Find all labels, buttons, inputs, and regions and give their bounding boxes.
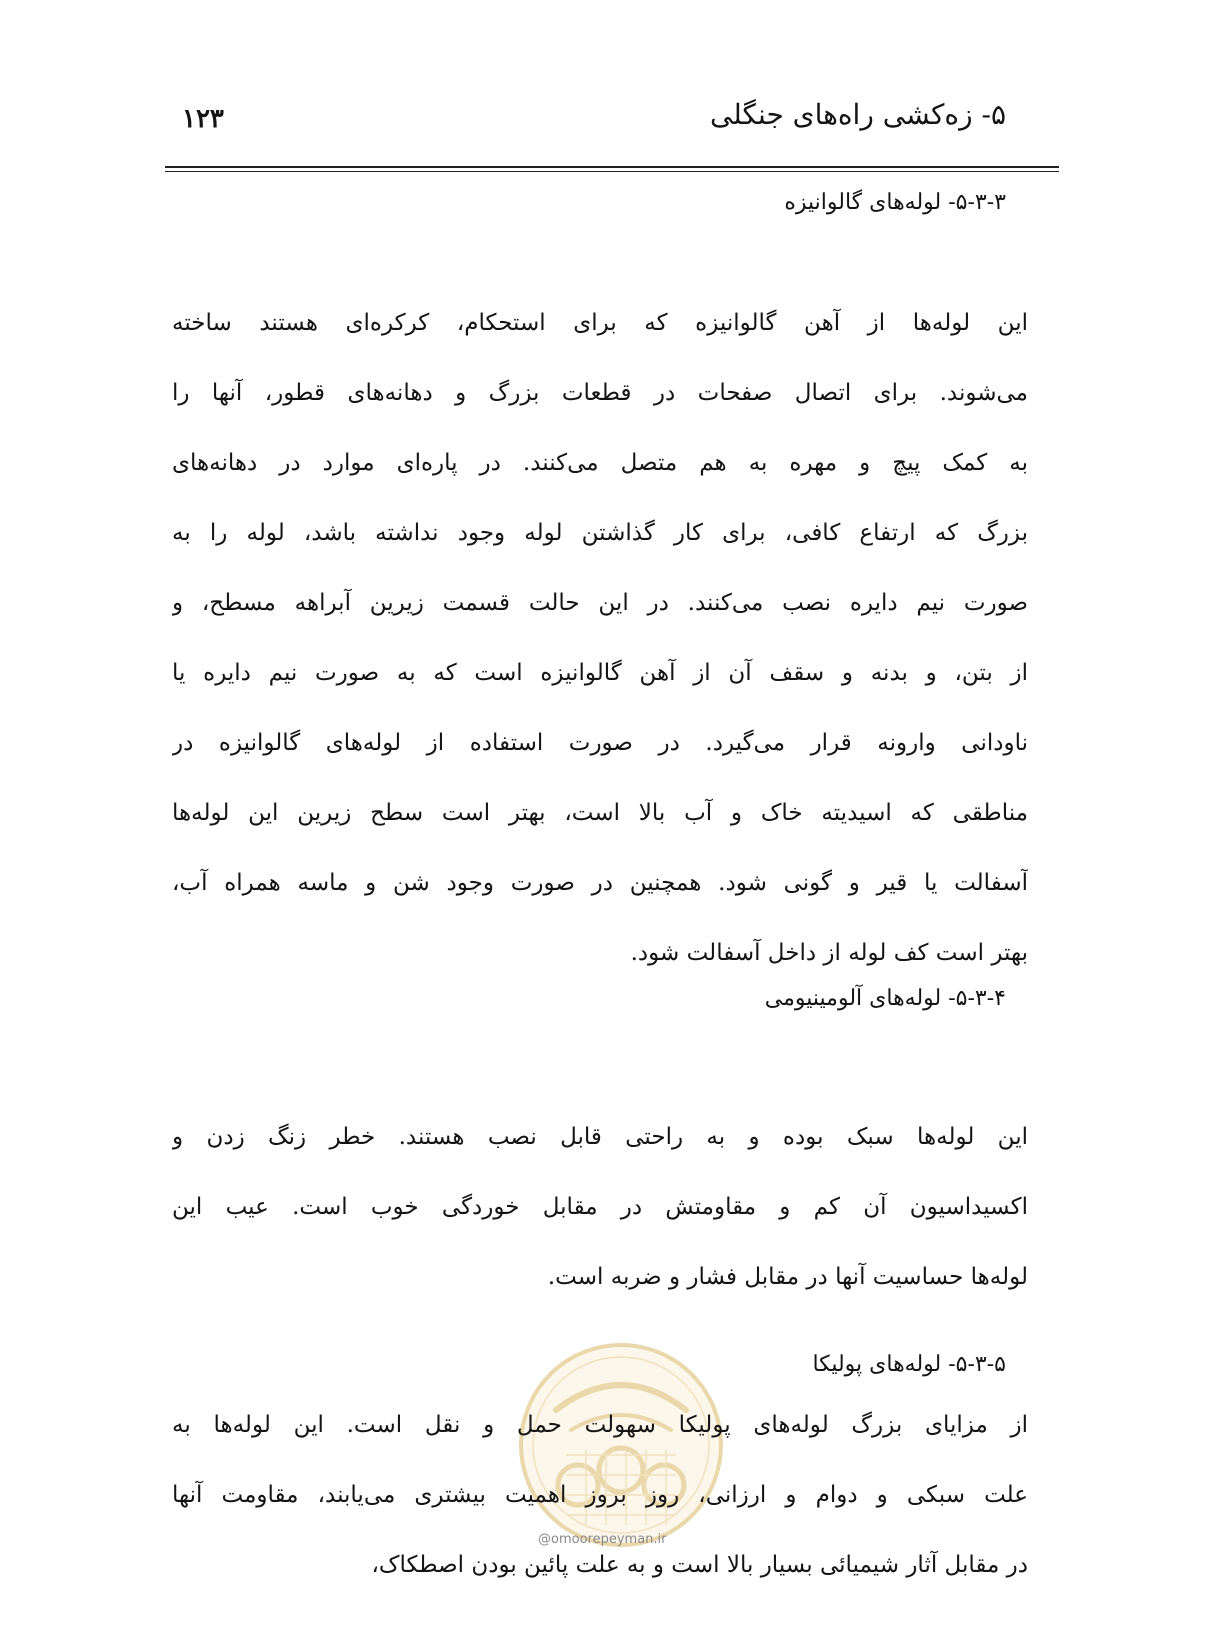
text-line: بزرگ که ارتفاع کافی، برای کار گذاشتن لوله وجود نداشته باشد، لوله را به <box>172 520 1028 546</box>
paragraph-polyca <box>172 1390 1028 1600</box>
text-line: از بتن، و بدنه و سقف آن از آهن گالوانیزه است که به صورت نیم دایره یا <box>172 660 1028 686</box>
text-line: آسفالت یا قیر و گونی شود. همچنین در صورت وجود شن و ماسه همراه آب، <box>172 870 1028 896</box>
text-line: این لوله‌ها سبک بوده و به راحتی قابل نصب هستند. خطر زنگ زدن و <box>172 1124 1028 1150</box>
section-heading-polyca: ۵-۳-۵- لوله‌های پولیکا <box>812 1352 1006 1377</box>
chapter-title: ۵- زه‌کشی راه‌های جنگلی <box>709 98 1006 131</box>
text-line: مناطقی که اسیدیته خاک و آب بالا است، بهتر است سطح زیرین این لوله‌ها <box>172 800 1028 826</box>
paragraph-galvanized <box>172 288 1028 988</box>
header-rule-thin <box>165 171 1059 172</box>
paragraph-aluminum <box>172 1102 1028 1312</box>
page-number: ۱۲۳ <box>182 104 224 134</box>
text-line: می‌شوند. برای اتصال صفحات در قطعات بزرگ و دهانه‌های قطور، آنها را <box>172 380 1028 406</box>
text-line: اکسیداسیون آن کم و مقاومتش در مقابل خوردگی خوب است. عیب این <box>172 1194 1028 1220</box>
section-heading-aluminum: ۵-۳-۴- لوله‌های آلومینیومی <box>764 986 1006 1011</box>
text-line: در مقابل آثار شیمیائی بسیار بالا است و به علت پائین بودن اصطکاک، <box>371 1552 1028 1578</box>
text-line: لوله‌ها حساسیت آنها در مقابل فشار و ضربه است. <box>547 1264 1028 1290</box>
text-line: ناودانی وارونه قرار می‌گیرد. در صورت استفاده از لوله‌های گالوانیزه در <box>172 730 1028 756</box>
text-line: این لوله‌ها از آهن گالوانیزه که برای استحکام، کرکره‌ای هستند ساخته <box>172 310 1028 336</box>
section-heading-galvanized: ۵-۳-۳- لوله‌های گالوانیزه <box>784 190 1006 215</box>
text-line: صورت نیم دایره نصب می‌کنند. در این حالت قسمت زیرین آبراهه مسطح، و <box>172 590 1028 616</box>
watermark-site: @omoorepeyman.ir <box>538 1532 667 1547</box>
text-line: علت سبکی و دوام و ارزانی، روز بروز اهمیت بیشتری می‌یابند، مقاومت آنها <box>172 1482 1028 1508</box>
text-line: به کمک پیچ و مهره به هم متصل می‌کنند. در پاره‌ای موارد در دهانه‌های <box>172 450 1028 476</box>
text-line: بهتر است کف لوله از داخل آسفالت شود. <box>630 940 1028 966</box>
text-line: از مزایای بزرگ لوله‌های پولیکا سهولت حمل و نقل است. این لوله‌ها به <box>172 1412 1028 1438</box>
header-rule <box>165 166 1059 168</box>
